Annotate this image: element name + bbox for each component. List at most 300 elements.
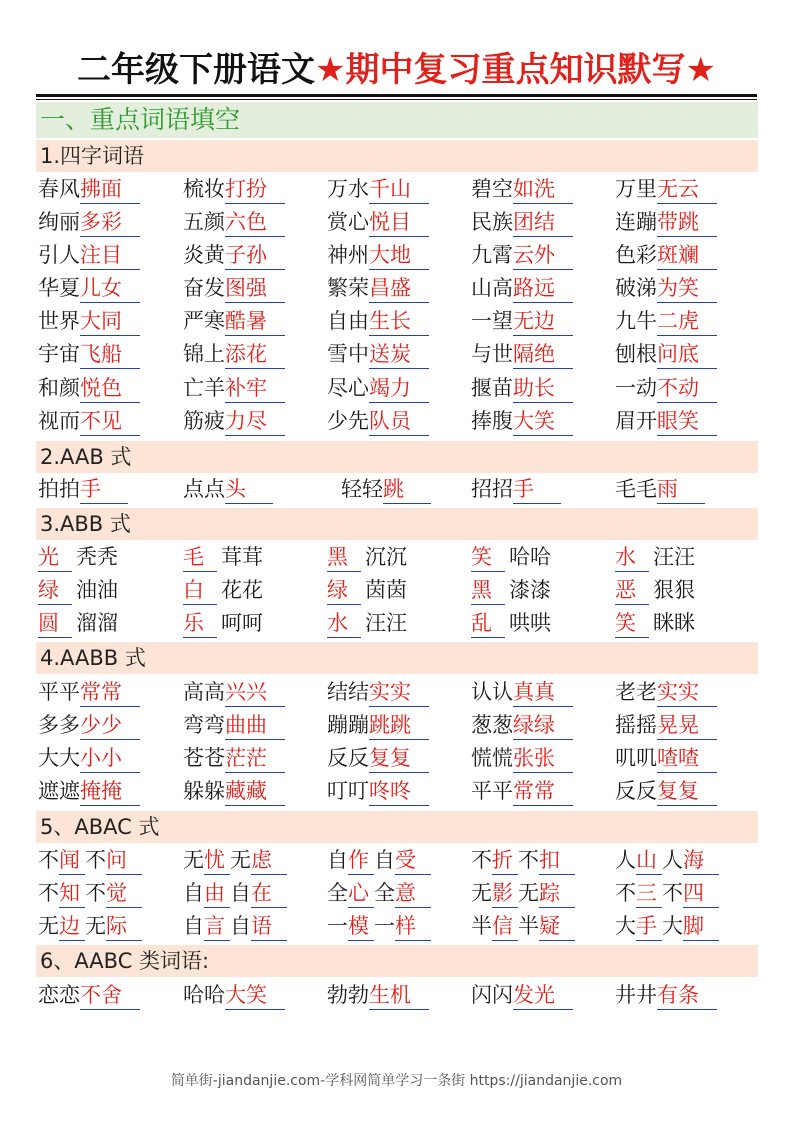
- word-item: [183, 911, 287, 944]
- word-item: [615, 240, 717, 273]
- word-prompt: 秃秃: [76, 545, 118, 569]
- title-topic: ★期中复习重点知识默写★: [315, 50, 716, 90]
- answer-blank[interactable]: 白: [183, 576, 217, 605]
- answer-blank[interactable]: 斑斓: [657, 241, 717, 270]
- answer-blank[interactable]: 知: [59, 879, 85, 908]
- answer-blank[interactable]: 手: [513, 475, 561, 504]
- word-prompt: 民族: [471, 210, 513, 234]
- word-row: [38, 240, 758, 273]
- word-prompt: 遮遮: [38, 779, 80, 803]
- answer-blank[interactable]: 山: [636, 846, 662, 875]
- answer-blank[interactable]: 不舍: [80, 981, 140, 1010]
- word-prompt: 半: [471, 914, 492, 938]
- word-item: [183, 776, 285, 809]
- word-item: [471, 542, 551, 575]
- answer-blank[interactable]: 掩掩: [80, 777, 140, 806]
- word-item: [327, 406, 429, 439]
- word-item: [38, 406, 140, 439]
- word-item: [471, 240, 573, 273]
- answer-blank[interactable]: 脚: [683, 912, 719, 941]
- word-row: [38, 878, 758, 911]
- answer-blank[interactable]: 光: [38, 543, 72, 572]
- word-prompt: 勃勃: [327, 983, 369, 1007]
- word-row: [38, 406, 758, 439]
- word-item: [471, 474, 561, 507]
- answer-blank[interactable]: 问底: [657, 340, 717, 369]
- answer-blank[interactable]: 觉: [106, 879, 142, 908]
- word-item: [38, 207, 140, 240]
- word-item: [183, 608, 263, 641]
- answer-blank[interactable]: 水: [327, 609, 361, 638]
- answer-blank[interactable]: 生机: [369, 981, 429, 1010]
- word-item: [183, 575, 263, 608]
- answer-blank[interactable]: 云外: [513, 241, 573, 270]
- word-item: [615, 474, 705, 507]
- word-item: [38, 542, 118, 575]
- word-prompt: 大大: [38, 746, 80, 770]
- word-item: [183, 677, 285, 710]
- answer-blank[interactable]: 茫茫: [225, 744, 285, 773]
- answer-blank[interactable]: 圆: [38, 609, 72, 638]
- answer-blank[interactable]: 二虎: [657, 307, 717, 336]
- word-prompt: 高高: [183, 680, 225, 704]
- word-prompt: 万里: [615, 177, 657, 201]
- word-prompt: 一望: [471, 309, 513, 333]
- answer-blank[interactable]: 海: [683, 846, 719, 875]
- word-item: [183, 273, 285, 306]
- answer-blank[interactable]: 常常: [513, 777, 573, 806]
- answer-blank[interactable]: 大同: [80, 307, 140, 336]
- word-item: [183, 339, 285, 372]
- answer-blank[interactable]: 忧: [204, 846, 230, 875]
- word-prompt: 色彩: [615, 243, 657, 267]
- word-item: [38, 273, 140, 306]
- word-prompt: 反反: [615, 779, 657, 803]
- word-item: [38, 373, 140, 406]
- word-item: [471, 878, 575, 911]
- word-prompt: 春风: [38, 177, 80, 201]
- answer-blank[interactable]: 悦色: [80, 374, 140, 403]
- answer-blank[interactable]: 少少: [80, 711, 140, 740]
- answer-blank[interactable]: 样: [395, 912, 431, 941]
- answer-blank[interactable]: 乐: [183, 609, 217, 638]
- answer-blank[interactable]: 飞船: [80, 340, 140, 369]
- answer-blank[interactable]: 力尽: [225, 407, 285, 436]
- word-prompt: 反反: [327, 746, 369, 770]
- word-item: [615, 776, 717, 809]
- page-title: [0, 46, 793, 94]
- word-prompt: 无: [230, 848, 251, 872]
- answer-blank[interactable]: 言: [204, 912, 230, 941]
- word-item: [615, 911, 719, 944]
- word-prompt: 狠狠: [653, 578, 695, 602]
- answer-blank[interactable]: 曲曲: [225, 711, 285, 740]
- word-item: [327, 339, 429, 372]
- word-prompt: 认认: [471, 680, 513, 704]
- word-item: [615, 339, 717, 372]
- word-prompt: 葱葱: [471, 713, 513, 737]
- word-row: [38, 710, 758, 743]
- answer-blank[interactable]: 不动: [657, 374, 717, 403]
- word-item: [183, 174, 285, 207]
- word-item: [183, 474, 273, 507]
- answer-blank[interactable]: 隔绝: [513, 340, 573, 369]
- word-prompt: 多多: [38, 713, 80, 737]
- word-prompt: 呵呵: [221, 611, 263, 635]
- word-item: [471, 306, 573, 339]
- word-prompt: 茵茵: [365, 578, 407, 602]
- answer-blank[interactable]: 影: [492, 879, 518, 908]
- word-prompt: 神州: [327, 243, 369, 267]
- word-prompt: 自由: [327, 309, 369, 333]
- word-prompt: 沉沉: [365, 545, 407, 569]
- answer-blank[interactable]: 笑: [471, 543, 505, 572]
- word-prompt: 不: [85, 848, 106, 872]
- word-prompt: 点点: [183, 477, 225, 501]
- word-item: [38, 776, 140, 809]
- group-heading: 3.ABB 式: [36, 508, 758, 540]
- word-item: [615, 273, 717, 306]
- answer-blank[interactable]: 疑: [539, 912, 575, 941]
- word-item: [38, 339, 140, 372]
- answer-blank[interactable]: 大地: [369, 241, 429, 270]
- answer-blank[interactable]: 实实: [369, 678, 429, 707]
- answer-blank[interactable]: 心: [348, 879, 374, 908]
- answer-blank[interactable]: 毛: [183, 543, 217, 572]
- group-heading: 5、ABAC 式: [36, 811, 758, 843]
- word-item: [615, 980, 717, 1013]
- answer-blank[interactable]: 意: [395, 879, 431, 908]
- answer-blank[interactable]: 送炭: [369, 340, 429, 369]
- word-prompt: 尽心: [327, 376, 369, 400]
- answer-blank[interactable]: 问: [106, 846, 142, 875]
- answer-blank[interactable]: 语: [251, 912, 287, 941]
- word-prompt: 叮叮: [327, 779, 369, 803]
- page-footer: 简单街-jiandanjie.com-学科网简单学习一条街 https://jiandanjie.com: [170, 1073, 623, 1089]
- answer-blank[interactable]: 添花: [225, 340, 285, 369]
- word-prompt: 苍苍: [183, 746, 225, 770]
- word-prompt: 不: [38, 881, 59, 905]
- answer-blank[interactable]: 多彩: [80, 208, 140, 237]
- title-divider-thin: [36, 99, 757, 100]
- word-row: [38, 845, 758, 878]
- word-prompt: 漆漆: [509, 578, 551, 602]
- answer-blank[interactable]: 晃晃: [657, 711, 717, 740]
- answer-blank[interactable]: 绿绿: [513, 711, 573, 740]
- word-item: [183, 306, 285, 339]
- answer-blank[interactable]: 跳: [383, 475, 431, 504]
- word-prompt: 结结: [327, 680, 369, 704]
- word-prompt: 平平: [471, 779, 513, 803]
- word-item: [183, 373, 285, 406]
- word-prompt: 破涕: [615, 276, 657, 300]
- word-prompt: 大: [615, 914, 636, 938]
- word-prompt: 赏心: [327, 210, 369, 234]
- word-prompt: 哈哈: [509, 545, 551, 569]
- word-prompt: 汪汪: [365, 611, 407, 635]
- word-prompt: 梳妆: [183, 177, 225, 201]
- word-prompt: 连蹦: [615, 210, 657, 234]
- word-prompt: 炎黄: [183, 243, 225, 267]
- answer-blank[interactable]: 由: [204, 879, 230, 908]
- answer-blank[interactable]: 为笑: [657, 274, 717, 303]
- word-prompt: 华夏: [38, 276, 80, 300]
- answer-blank[interactable]: 队员: [369, 407, 429, 436]
- answer-blank[interactable]: 跳跳: [369, 711, 429, 740]
- answer-blank[interactable]: 拂面: [80, 175, 140, 204]
- word-row: [38, 174, 758, 207]
- word-item: [327, 911, 431, 944]
- word-row: [38, 677, 758, 710]
- word-item: [471, 845, 575, 878]
- answer-blank[interactable]: 扣: [539, 846, 575, 875]
- word-prompt: 油油: [76, 578, 118, 602]
- word-item: [471, 743, 573, 776]
- word-row: [38, 273, 758, 306]
- word-prompt: 不: [662, 881, 683, 905]
- word-row: [38, 575, 758, 608]
- word-prompt: 无: [38, 914, 59, 938]
- word-prompt: 自: [327, 848, 348, 872]
- answer-blank[interactable]: 六色: [225, 208, 285, 237]
- word-prompt: 世界: [38, 309, 80, 333]
- answer-blank[interactable]: 悦目: [369, 208, 429, 237]
- answer-blank[interactable]: 昌盛: [369, 274, 429, 303]
- word-item: [38, 575, 118, 608]
- word-prompt: 不: [38, 848, 59, 872]
- answer-blank[interactable]: 复复: [657, 777, 717, 806]
- answer-blank[interactable]: 边: [59, 912, 85, 941]
- word-prompt: 不: [85, 881, 106, 905]
- answer-blank[interactable]: 儿女: [80, 274, 140, 303]
- word-prompt: 自: [183, 881, 204, 905]
- answer-blank[interactable]: 头: [225, 475, 273, 504]
- word-item: [327, 306, 429, 339]
- answer-blank[interactable]: 有条: [657, 981, 717, 1010]
- answer-blank[interactable]: 酷暑: [225, 307, 285, 336]
- answer-blank[interactable]: 水: [615, 543, 649, 572]
- answer-blank[interactable]: 团结: [513, 208, 573, 237]
- answer-blank[interactable]: 四: [683, 879, 719, 908]
- answer-blank[interactable]: 图强: [225, 274, 285, 303]
- answer-blank[interactable]: 实实: [657, 678, 717, 707]
- word-prompt: 不: [471, 848, 492, 872]
- answer-blank[interactable]: 虑: [251, 846, 287, 875]
- word-prompt: 少先: [327, 409, 369, 433]
- answer-blank[interactable]: 眼笑: [657, 407, 717, 436]
- answer-blank[interactable]: 不见: [80, 407, 140, 436]
- answer-blank[interactable]: 绿: [327, 576, 361, 605]
- word-prompt: 恋恋: [38, 983, 80, 1007]
- word-prompt: 弯弯: [183, 713, 225, 737]
- word-item: [38, 710, 140, 743]
- word-row: [38, 542, 758, 575]
- answer-blank[interactable]: 闻: [59, 846, 85, 875]
- answer-blank[interactable]: 发光: [513, 981, 573, 1010]
- word-prompt: 汪汪: [653, 545, 695, 569]
- word-item: [327, 207, 429, 240]
- answer-blank[interactable]: 张张: [513, 744, 573, 773]
- answer-blank[interactable]: 黑: [471, 576, 505, 605]
- word-prompt: 一动: [615, 376, 657, 400]
- word-prompt: 自: [183, 914, 204, 938]
- word-item: [183, 710, 285, 743]
- word-item: [615, 174, 717, 207]
- word-prompt: 人: [615, 848, 636, 872]
- word-item: [38, 878, 142, 911]
- word-item: [327, 273, 429, 306]
- word-item: [183, 980, 285, 1013]
- word-item: [38, 306, 140, 339]
- answer-blank[interactable]: 三: [636, 879, 662, 908]
- answer-blank[interactable]: 笑: [615, 609, 649, 638]
- answer-blank[interactable]: 大笑: [225, 981, 285, 1010]
- word-item: [327, 845, 431, 878]
- word-prompt: 不: [615, 881, 636, 905]
- word-prompt: 一: [374, 914, 395, 938]
- word-prompt: 眯眯: [653, 611, 695, 635]
- answer-blank[interactable]: 子孙: [225, 241, 285, 270]
- word-item: [38, 743, 140, 776]
- word-prompt: 溜溜: [76, 611, 118, 635]
- answer-blank[interactable]: 喳喳: [657, 744, 717, 773]
- answer-blank[interactable]: 常常: [80, 678, 140, 707]
- word-item: [327, 776, 429, 809]
- word-item: [38, 980, 140, 1013]
- answer-blank[interactable]: 竭力: [369, 374, 429, 403]
- word-prompt: 锦上: [183, 342, 225, 366]
- word-item: [183, 240, 285, 273]
- answer-blank[interactable]: 踪: [539, 879, 575, 908]
- word-item: [615, 575, 695, 608]
- answer-blank[interactable]: 复复: [369, 744, 429, 773]
- word-prompt: 半: [518, 914, 539, 938]
- word-prompt: 哈哈: [183, 983, 225, 1007]
- word-prompt: 奋发: [183, 276, 225, 300]
- word-prompt: 绚丽: [38, 210, 80, 234]
- word-prompt: 繁荣: [327, 276, 369, 300]
- word-prompt: 山高: [471, 276, 513, 300]
- word-row: [38, 339, 758, 372]
- word-prompt: 花花: [221, 578, 263, 602]
- answer-blank[interactable]: 兴兴: [225, 678, 285, 707]
- word-row: [38, 474, 758, 507]
- word-item: [615, 306, 717, 339]
- answer-blank[interactable]: 绿: [38, 576, 72, 605]
- word-item: [615, 677, 717, 710]
- word-row: [38, 911, 758, 944]
- word-prompt: 全: [374, 881, 395, 905]
- word-item: [183, 878, 287, 911]
- word-prompt: 自: [230, 914, 251, 938]
- answer-blank[interactable]: 小小: [80, 744, 140, 773]
- word-prompt: 哄哄: [509, 611, 551, 635]
- word-item: [471, 776, 573, 809]
- answer-blank[interactable]: 受: [395, 846, 431, 875]
- answer-blank[interactable]: 打扮: [225, 175, 285, 204]
- answer-blank[interactable]: 无边: [513, 307, 573, 336]
- word-item: [38, 474, 128, 507]
- answer-blank[interactable]: 恶: [615, 576, 649, 605]
- word-prompt: 捧腹: [471, 409, 513, 433]
- word-prompt: 大: [662, 914, 683, 938]
- word-prompt: 碧空: [471, 177, 513, 201]
- word-prompt: 眉开: [615, 409, 657, 433]
- word-row: [38, 743, 758, 776]
- title-divider: [36, 94, 757, 97]
- word-prompt: 蹦蹦: [327, 713, 369, 737]
- answer-blank[interactable]: 大笑: [513, 407, 573, 436]
- word-prompt: 摇摇: [615, 713, 657, 737]
- group-heading: 4.AABB 式: [36, 642, 758, 674]
- answer-blank[interactable]: 无云: [657, 175, 717, 204]
- word-prompt: 和颜: [38, 376, 80, 400]
- word-item: [471, 273, 573, 306]
- answer-blank[interactable]: 折: [492, 846, 518, 875]
- group-heading: 1.四字词语: [36, 140, 758, 172]
- answer-blank[interactable]: 咚咚: [369, 777, 429, 806]
- group-heading: 6、AABC 类词语:: [36, 945, 758, 977]
- word-row: [38, 776, 758, 809]
- answer-blank[interactable]: 助长: [513, 374, 573, 403]
- word-item: [471, 207, 573, 240]
- word-item: [327, 542, 407, 575]
- answer-blank[interactable]: 千山: [369, 175, 429, 204]
- answer-blank[interactable]: 黑: [327, 543, 361, 572]
- word-prompt: 全: [327, 881, 348, 905]
- answer-blank[interactable]: 际: [106, 912, 142, 941]
- word-prompt: 雪中: [327, 342, 369, 366]
- answer-blank[interactable]: 补牢: [225, 374, 285, 403]
- answer-blank[interactable]: 在: [251, 879, 287, 908]
- word-prompt: 自: [374, 848, 395, 872]
- word-prompt: 人: [662, 848, 683, 872]
- word-item: [183, 743, 285, 776]
- answer-blank[interactable]: 雨: [657, 475, 705, 504]
- answer-blank[interactable]: 带跳: [657, 208, 717, 237]
- word-item: [471, 406, 573, 439]
- word-prompt: 自: [230, 881, 251, 905]
- word-row: [38, 980, 758, 1013]
- answer-blank[interactable]: 路远: [513, 274, 573, 303]
- answer-blank[interactable]: 乱: [471, 609, 505, 638]
- word-prompt: 无: [471, 881, 492, 905]
- word-prompt: 毛毛: [615, 477, 657, 501]
- word-prompt: 无: [183, 848, 204, 872]
- answer-blank[interactable]: 真真: [513, 678, 573, 707]
- word-prompt: 九霄: [471, 243, 513, 267]
- word-item: [327, 575, 407, 608]
- word-prompt: 一: [327, 914, 348, 938]
- answer-blank[interactable]: 作: [348, 846, 374, 875]
- answer-blank[interactable]: 注目: [80, 241, 140, 270]
- answer-blank[interactable]: 信: [492, 912, 518, 941]
- answer-blank[interactable]: 藏藏: [225, 777, 285, 806]
- word-item: [327, 710, 429, 743]
- answer-blank[interactable]: 手: [636, 912, 662, 941]
- answer-blank[interactable]: 模: [348, 912, 374, 941]
- word-prompt: 慌慌: [471, 746, 513, 770]
- word-prompt: 轻轻: [341, 477, 383, 501]
- word-prompt: 招招: [471, 477, 513, 501]
- answer-blank[interactable]: 手: [80, 475, 128, 504]
- word-item: [327, 174, 429, 207]
- word-item: [327, 240, 429, 273]
- word-item: [327, 980, 429, 1013]
- word-prompt: 严寒: [183, 309, 225, 333]
- answer-blank[interactable]: 如洗: [513, 175, 573, 204]
- answer-blank[interactable]: 生长: [369, 307, 429, 336]
